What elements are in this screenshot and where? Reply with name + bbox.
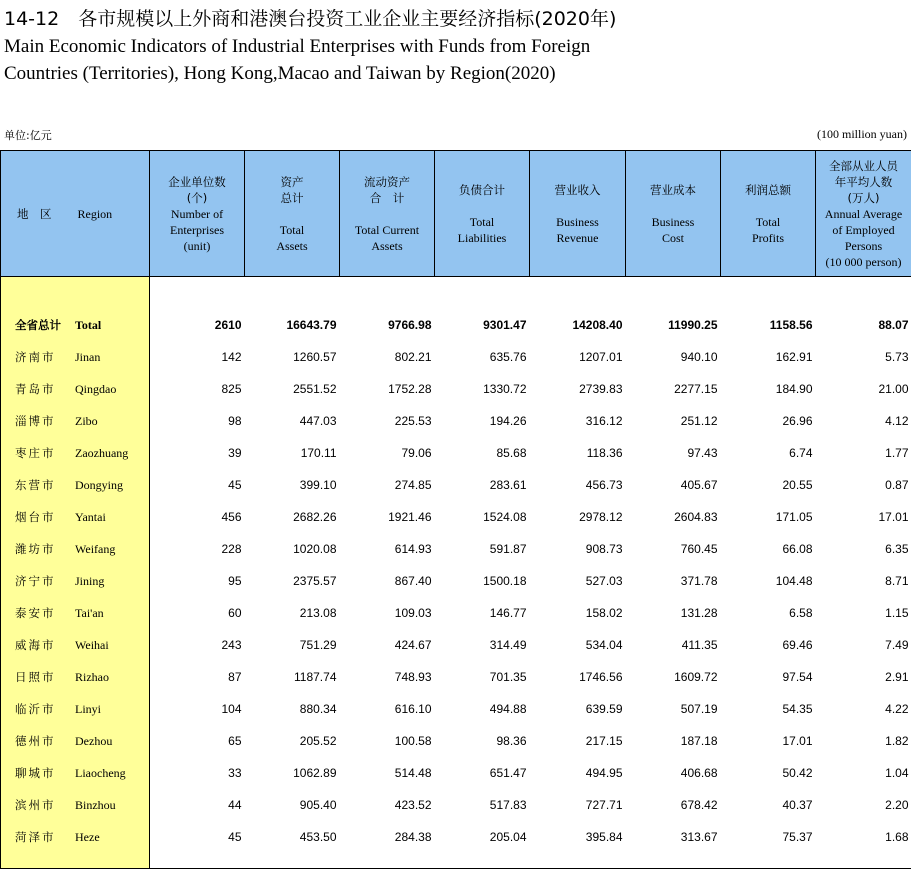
value-cell: 423.52: [394, 797, 432, 812]
region-cell: [1, 661, 150, 693]
region-cell: [1, 309, 150, 341]
region-name-en: Binzhou: [75, 797, 116, 812]
header-cn-text: 合 计: [369, 190, 405, 205]
table-row: [1, 629, 911, 661]
value-cell: 2375.57: [293, 573, 337, 588]
header-row: [1, 151, 911, 277]
value-cell: 2610: [214, 317, 242, 332]
value-cell: 313.67: [680, 829, 718, 844]
region-name-cn: 滨州市: [15, 797, 56, 812]
value-cell: 395.84: [585, 829, 623, 844]
value-cell: 21.00: [878, 381, 909, 396]
region-name-en: Weifang: [75, 541, 116, 556]
header-en-text: Annual Average: [824, 206, 903, 221]
header-cn-text: 负债合计: [459, 182, 505, 197]
header-cn-text: 营业成本: [650, 182, 696, 197]
region-name-cn: 威海市: [15, 637, 56, 652]
header-cn-text: 年平均人数: [834, 174, 893, 189]
value-cell: 635.76: [489, 349, 527, 364]
region-name-cn: 潍坊市: [15, 541, 56, 556]
value-cell: 16643.79: [286, 317, 337, 332]
header-cn-text: 全部从业人员: [829, 158, 898, 173]
value-cell: 17.01: [782, 733, 813, 748]
value-cell: 5.73: [885, 349, 909, 364]
header-en-text: Assets: [276, 238, 308, 253]
value-cell: 87: [228, 669, 242, 684]
value-cell: 316.12: [585, 413, 623, 428]
value-cell: 751.29: [299, 637, 337, 652]
region-name-cn: 德州市: [15, 733, 56, 748]
value-cell: 456: [221, 509, 242, 524]
header-en-text: Persons: [844, 238, 883, 253]
value-cell: 217.15: [585, 733, 623, 748]
table-row: [1, 405, 911, 437]
table-row: [1, 597, 911, 629]
header-col-4: [435, 151, 530, 277]
value-cell: 205.52: [299, 733, 337, 748]
value-cell: 4.22: [885, 701, 909, 716]
header-cn-text: 利润总额: [745, 182, 791, 197]
value-cell: 251.12: [680, 413, 718, 428]
value-cell: 85.68: [496, 445, 527, 460]
table-row: [1, 661, 911, 693]
value-cell: 194.26: [489, 413, 527, 428]
table-row: [1, 821, 911, 853]
value-cell: 514.48: [394, 765, 432, 780]
region-name-en: Linyi: [75, 701, 101, 716]
value-cell: 118.36: [586, 445, 623, 460]
value-cell: 2551.52: [293, 381, 337, 396]
value-cell: 158.02: [585, 605, 623, 620]
value-cell: 2978.12: [579, 509, 623, 524]
value-cell: 6.35: [885, 541, 909, 556]
value-cell: 494.95: [585, 765, 623, 780]
value-cell: 0.87: [885, 477, 909, 492]
region-cell: [1, 725, 150, 757]
value-cell: 33: [228, 765, 242, 780]
region-name-cn: 淄博市: [15, 413, 56, 428]
table-row: [1, 373, 911, 405]
region-cell: [1, 629, 150, 661]
header-region: [1, 151, 150, 277]
value-cell: 88.07: [878, 317, 909, 332]
header-en-text: Profits: [751, 230, 784, 245]
value-cell: 534.04: [585, 637, 623, 652]
value-cell: 109.03: [394, 605, 432, 620]
value-cell: 1746.56: [579, 669, 623, 684]
value-cell: 79.06: [401, 445, 432, 460]
value-cell: 97.54: [782, 669, 813, 684]
value-cell: 65: [228, 733, 242, 748]
value-cell: 517.83: [489, 797, 527, 812]
value-cell: 4.12: [885, 413, 909, 428]
header-region-cn: 地 区: [17, 206, 52, 221]
value-cell: 184.90: [775, 381, 813, 396]
region-name-en: Dezhou: [75, 733, 113, 748]
table-body: [1, 277, 911, 869]
region-cell: [1, 565, 150, 597]
value-cell: 2604.83: [674, 509, 718, 524]
value-cell: 456.73: [585, 477, 623, 492]
value-cell: 9301.47: [483, 317, 527, 332]
value-cell: 940.10: [680, 349, 718, 364]
header-en-text: Revenue: [556, 230, 599, 245]
value-cell: 40.37: [782, 797, 813, 812]
value-cell: 314.49: [489, 637, 527, 652]
value-cell: 494.88: [489, 701, 527, 716]
header-en-text: Business: [651, 214, 695, 229]
value-cell: 274.85: [394, 477, 432, 492]
header-cn-text: 流动资产: [364, 174, 410, 189]
region-name-en: Yantai: [75, 509, 106, 524]
table-row: [1, 565, 911, 597]
region-name-cn: 全省总计: [15, 317, 61, 332]
region-name-en: Zaozhuang: [75, 445, 129, 460]
region-cell: [1, 821, 150, 853]
unit-label-cn: 单位:亿元: [4, 129, 52, 142]
header-en-text: Total Current: [354, 222, 420, 237]
table-row: [1, 501, 911, 533]
value-cell: 399.10: [299, 477, 337, 492]
region-cell: [1, 405, 150, 437]
header-col-2: [245, 151, 340, 277]
header-en-text: (unit): [183, 238, 211, 253]
region-name-cn: 济南市: [15, 349, 56, 364]
table-title-cn: 14-12 各市规模以上外商和港澳台投资工业企业主要经济指标(2020年): [4, 8, 617, 30]
value-cell: 8.71: [885, 573, 909, 588]
value-cell: 405.67: [680, 477, 718, 492]
region-name-en: Jining: [75, 573, 105, 588]
value-cell: 1.15: [885, 605, 909, 620]
value-cell: 1260.57: [293, 349, 337, 364]
value-cell: 453.50: [299, 829, 337, 844]
value-cell: 1020.08: [293, 541, 337, 556]
value-cell: 171.05: [775, 509, 813, 524]
value-cell: 1609.72: [674, 669, 718, 684]
table-row: [1, 469, 911, 501]
table-row: [1, 437, 911, 469]
region-name-en: Heze: [75, 829, 100, 844]
header-en-text: (10 000 person): [825, 254, 902, 269]
value-cell: 1062.89: [293, 765, 337, 780]
value-cell: 39: [228, 445, 242, 460]
header-en-text: Total: [469, 214, 495, 229]
value-cell: 1524.08: [483, 509, 527, 524]
region-name-en: Jinan: [75, 349, 101, 364]
header-cn-text: (个): [186, 190, 208, 205]
header-en-text: of Employed: [832, 222, 895, 237]
value-cell: 6.58: [789, 605, 813, 620]
value-cell: 1158.56: [769, 317, 813, 332]
value-cell: 228: [221, 541, 242, 556]
table-row: [1, 693, 911, 725]
value-cell: 1330.72: [483, 381, 527, 396]
table-row: [1, 789, 911, 821]
header-cn-text: (万人): [847, 190, 880, 205]
header-cn-text: 总计: [280, 190, 304, 205]
value-cell: 639.59: [585, 701, 623, 716]
filler-row: [1, 853, 911, 869]
value-cell: 66.08: [782, 541, 813, 556]
value-cell: 54.35: [782, 701, 813, 716]
indicator-table: [0, 150, 911, 869]
table-row: [1, 309, 911, 341]
value-cell: 50.42: [782, 765, 813, 780]
header-col-5: [530, 151, 626, 277]
value-cell: 2.91: [885, 669, 909, 684]
value-cell: 908.73: [585, 541, 623, 556]
value-cell: 284.38: [394, 829, 432, 844]
header-en-text: Enterprises: [170, 222, 224, 237]
value-cell: 45: [228, 829, 242, 844]
value-cell: 2739.83: [579, 381, 623, 396]
value-cell: 678.42: [680, 797, 718, 812]
region-cell: [1, 437, 150, 469]
value-cell: 162.91: [775, 349, 813, 364]
value-cell: 1921.46: [388, 509, 432, 524]
value-cell: 2682.26: [293, 509, 337, 524]
value-cell: 371.78: [680, 573, 718, 588]
value-cell: 507.19: [680, 701, 718, 716]
header-en-text: Business: [556, 214, 599, 229]
region-name-cn: 泰安市: [15, 605, 56, 620]
header-region-en: Region: [77, 206, 113, 221]
region-name-cn: 青岛市: [15, 381, 56, 396]
value-cell: 100.58: [394, 733, 432, 748]
region-cell: [1, 693, 150, 725]
header-cn-text: 营业收入: [554, 182, 601, 197]
header-col-8: [816, 151, 911, 277]
value-cell: 75.37: [782, 829, 813, 844]
value-cell: 1.04: [885, 765, 909, 780]
region-name-cn: 济宁市: [15, 573, 56, 588]
region-name-cn: 菏泽市: [15, 829, 56, 844]
value-cell: 9766.98: [388, 317, 432, 332]
value-cell: 1500.18: [483, 573, 527, 588]
region-name-en: Qingdao: [75, 381, 117, 396]
region-cell: [1, 501, 150, 533]
value-cell: 95: [228, 573, 242, 588]
header-col-1: [150, 151, 245, 277]
header-col-6: [626, 151, 721, 277]
table-row: [1, 533, 911, 565]
region-name-cn: 枣庄市: [15, 445, 56, 460]
table-row: [1, 757, 911, 789]
value-cell: 2277.15: [674, 381, 718, 396]
value-cell: 213.08: [299, 605, 337, 620]
value-cell: 591.87: [489, 541, 527, 556]
value-cell: 60: [228, 605, 242, 620]
value-cell: 6.74: [789, 445, 813, 460]
header-col-7: [721, 151, 816, 277]
value-cell: 97.43: [687, 445, 718, 460]
value-cell: 142: [221, 349, 242, 364]
value-cell: 104: [221, 701, 242, 716]
table-row: [1, 341, 911, 373]
region-cell: [1, 533, 150, 565]
header-en-text: Assets: [371, 238, 403, 253]
value-cell: 98: [228, 413, 242, 428]
header-en-text: Total: [755, 214, 781, 229]
value-cell: 424.67: [394, 637, 432, 652]
region-cell: [1, 373, 150, 405]
value-cell: 104.48: [775, 573, 813, 588]
value-cell: 760.45: [680, 541, 718, 556]
value-cell: 802.21: [394, 349, 432, 364]
value-cell: 614.93: [394, 541, 432, 556]
value-cell: 146.77: [489, 605, 527, 620]
value-cell: 14208.40: [572, 317, 623, 332]
value-cell: 1752.28: [388, 381, 432, 396]
region-name-en: Weihai: [75, 637, 109, 652]
value-cell: 1.82: [885, 733, 909, 748]
spacer-row: [1, 277, 911, 309]
value-cell: 1.68: [885, 829, 909, 844]
value-cell: 905.40: [299, 797, 337, 812]
region-name-cn: 聊城市: [15, 765, 56, 780]
value-cell: 7.49: [885, 637, 909, 652]
value-cell: 205.04: [489, 829, 527, 844]
value-cell: 880.34: [299, 701, 337, 716]
header-en-text: Liabilities: [457, 230, 507, 245]
region-name-cn: 临沂市: [15, 701, 56, 716]
value-cell: 2.20: [885, 797, 909, 812]
table-title-en-line1: Main Economic Indicators of Industrial Enterprises with Funds from Foreign: [4, 36, 591, 57]
region-cell: [1, 469, 150, 501]
value-cell: 1.77: [885, 445, 909, 460]
value-cell: 411.35: [681, 637, 718, 652]
value-cell: 11990.25: [668, 317, 718, 332]
value-cell: 283.61: [489, 477, 527, 492]
value-cell: 527.03: [585, 573, 623, 588]
table-row: [1, 725, 911, 757]
table-title-en-line2: Countries (Territories), Hong Kong,Macao and Taiwan by Region(2020): [4, 63, 556, 84]
value-cell: 1207.01: [579, 349, 623, 364]
value-cell: 727.71: [585, 797, 623, 812]
value-cell: 131.28: [680, 605, 718, 620]
value-cell: 701.35: [489, 669, 527, 684]
value-cell: 17.01: [878, 509, 909, 524]
value-cell: 616.10: [394, 701, 432, 716]
value-cell: 825: [221, 381, 242, 396]
value-cell: 225.53: [394, 413, 432, 428]
region-name-en: Rizhao: [75, 669, 109, 684]
value-cell: 45: [228, 477, 242, 492]
region-cell: [1, 757, 150, 789]
region-cell: [1, 597, 150, 629]
header-col-3: [340, 151, 435, 277]
region-name-en: Liaocheng: [75, 765, 126, 780]
value-cell: 748.93: [394, 669, 432, 684]
region-cell: [1, 789, 150, 821]
value-cell: 651.47: [489, 765, 527, 780]
value-cell: 69.46: [782, 637, 813, 652]
header-cn-text: 资产: [280, 174, 304, 189]
region-name-en: Zibo: [75, 413, 98, 428]
region-name-cn: 东营市: [15, 477, 56, 492]
value-cell: 447.03: [299, 413, 337, 428]
region-name-cn: 烟台市: [15, 509, 56, 524]
value-cell: 20.55: [782, 477, 813, 492]
unit-label-en: (100 million yuan): [817, 127, 907, 141]
header-en-text: Cost: [661, 230, 684, 245]
region-name-en: Dongying: [75, 477, 123, 492]
header-cn-text: 企业单位数: [168, 174, 226, 189]
value-cell: 867.40: [394, 573, 432, 588]
value-cell: 187.18: [680, 733, 718, 748]
region-name-cn: 日照市: [15, 669, 56, 684]
value-cell: 243: [221, 637, 242, 652]
header-en-text: Number of: [170, 206, 224, 221]
region-cell: [1, 341, 150, 373]
value-cell: 44: [228, 797, 242, 812]
value-cell: 1187.74: [294, 669, 337, 684]
value-cell: 170.11: [300, 445, 337, 460]
region-name-en: Tai'an: [75, 605, 104, 620]
region-name-en: Total: [75, 317, 102, 332]
header-en-text: Total: [279, 222, 305, 237]
value-cell: 406.68: [680, 765, 718, 780]
value-cell: 26.96: [782, 413, 813, 428]
value-cell: 98.36: [496, 733, 527, 748]
